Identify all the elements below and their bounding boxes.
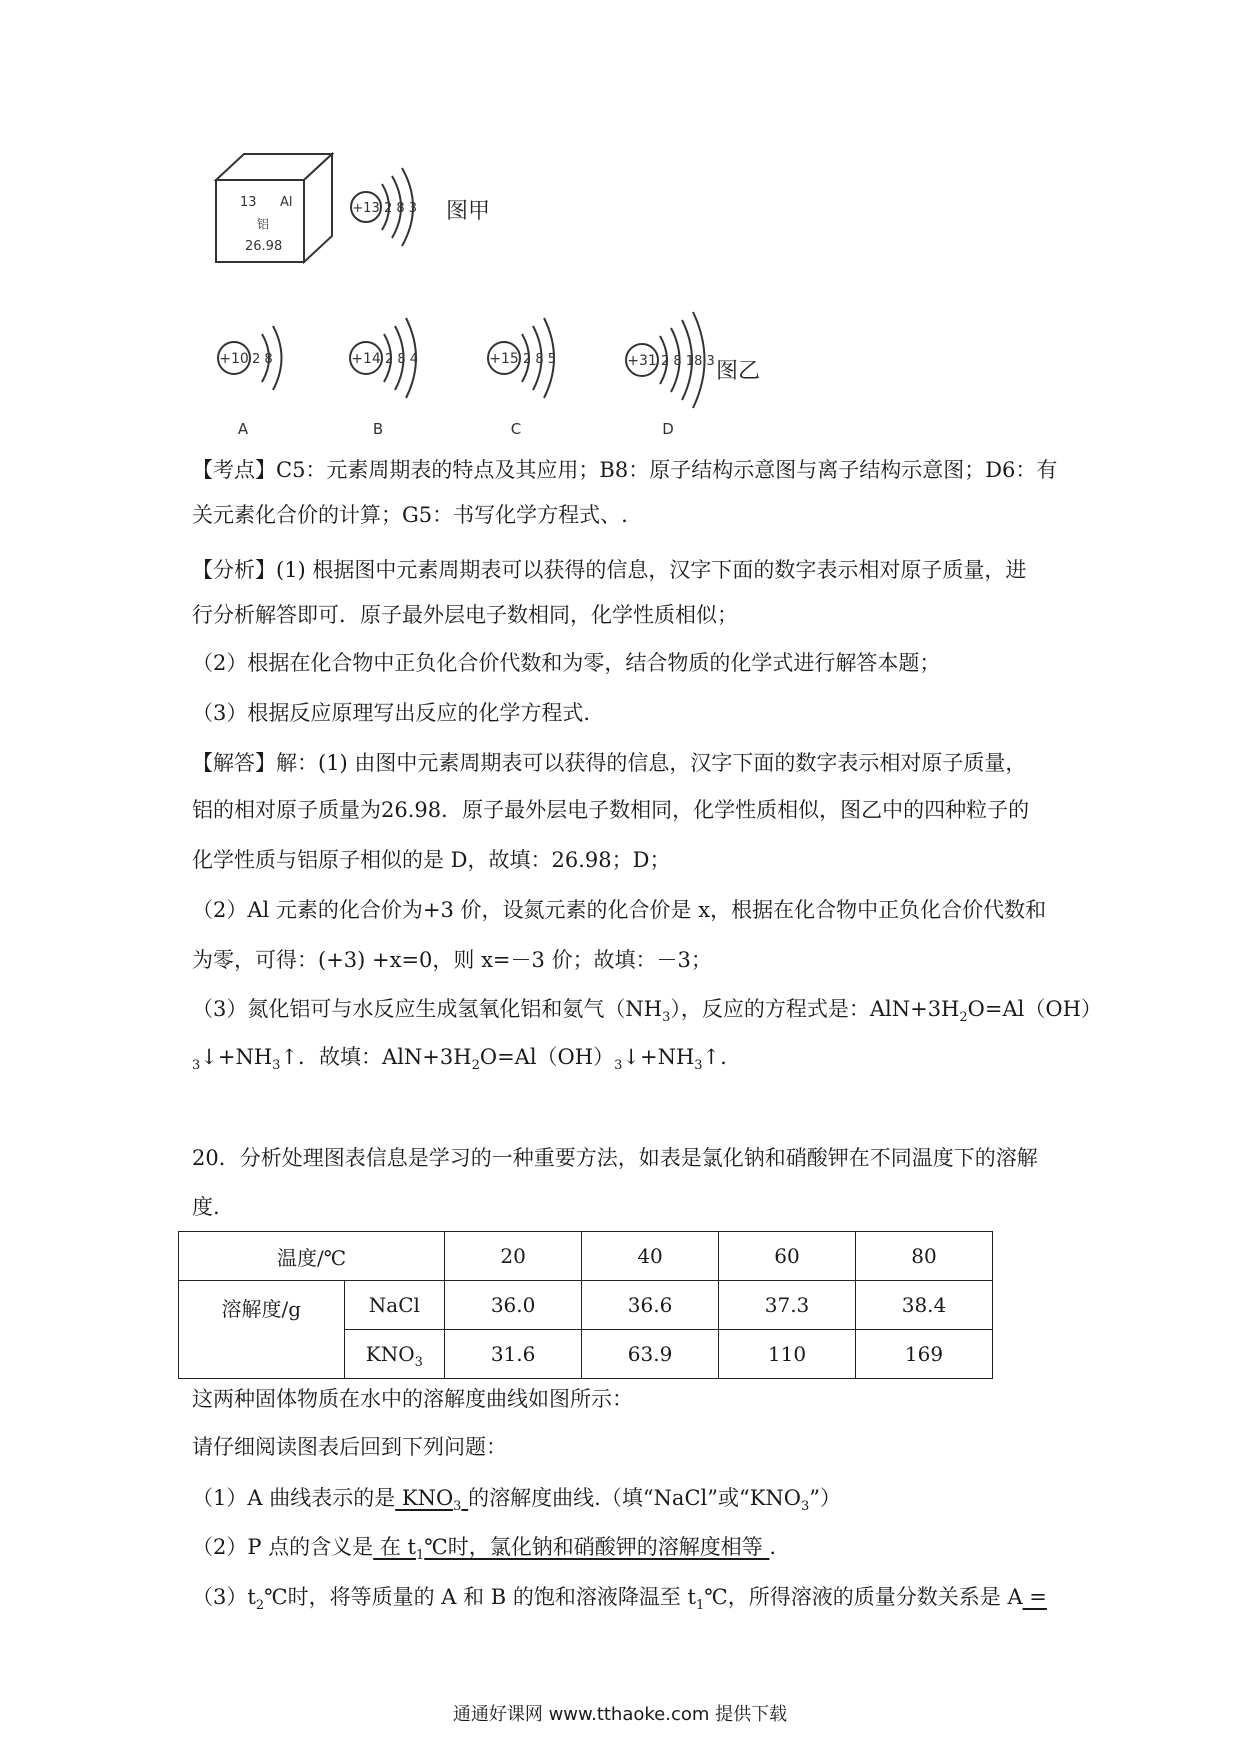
text-run: （3）氮化铝可与水反应生成氢氧化铝和氨气（NH xyxy=(192,997,663,1021)
nucleus-charge: +14 xyxy=(351,351,381,367)
subscript: 1 xyxy=(696,1598,705,1614)
table-row xyxy=(179,1232,993,1281)
subscript: 3 xyxy=(192,1058,201,1074)
text-run: （3）t xyxy=(192,1585,256,1609)
particle-letter: C xyxy=(510,420,522,438)
text-run: （1）A 曲线表示的是 xyxy=(192,1486,396,1510)
particle-letter: D xyxy=(662,420,674,438)
atom-diagram-a xyxy=(218,326,282,438)
jieda-line-2: 铝的相对原子质量为26.98．原子最外层电子数相同，化学性质相似，图乙中的四种粒子的 xyxy=(192,798,1030,822)
question-20-line-1: 20．分析处理图表信息是学习的一种重要方法，如表是氯化钠和硝酸钾在不同温度下的溶解 xyxy=(192,1146,1038,1170)
after-table-line-2: 请仔细阅读图表后回到下列问题： xyxy=(192,1435,507,1459)
table-cell: 80 xyxy=(856,1232,993,1281)
text-run: . xyxy=(769,1535,777,1559)
jieda-line-5: 为零，可得：(+3) +x=0，则 x=－3 价；故填：－3； xyxy=(192,948,712,972)
figure-label-yi: 图乙 xyxy=(716,359,761,384)
text-run: O=Al（OH） xyxy=(479,1045,615,1069)
text-run: 在 t xyxy=(373,1535,416,1559)
nucleus-charge: +15 xyxy=(489,351,519,367)
solubility-table xyxy=(178,1231,993,1379)
table-cell: 38.4 xyxy=(856,1281,993,1330)
sub-question-2 xyxy=(192,1532,776,1562)
jieda-line-6 xyxy=(192,994,1102,1024)
tile-mass: 26.98 xyxy=(245,239,283,254)
tile-name: 铝 xyxy=(257,217,270,231)
table-cell: 40 xyxy=(582,1232,719,1281)
answer-blank xyxy=(373,1535,770,1564)
particle-letter: B xyxy=(372,420,384,438)
sub-question-1 xyxy=(192,1483,841,1513)
kaodian-line-2: 关元素化合价的计算；G5：书写化学方程式、. xyxy=(192,503,628,527)
after-table-line-1: 这两种固体物质在水中的溶解度曲线如图所示： xyxy=(192,1387,633,1411)
subscript: 2 xyxy=(959,1010,968,1026)
table-cell: 63.9 xyxy=(582,1330,719,1379)
text-run: ”） xyxy=(809,1486,842,1510)
element-tile-al xyxy=(216,154,332,262)
table-row xyxy=(179,1281,993,1330)
text-run: ↑. xyxy=(702,1045,727,1069)
subscript: 3 xyxy=(800,1499,810,1515)
text-run: ），反应的方程式是：AlN+3H xyxy=(670,997,960,1021)
tile-symbol: Al xyxy=(280,195,293,210)
nucleus-charge: +13 xyxy=(352,201,380,216)
table-cell: 20 xyxy=(445,1232,582,1281)
subscript: 3 xyxy=(662,1010,671,1026)
table-cell: 169 xyxy=(856,1330,993,1379)
answer-blank xyxy=(395,1486,468,1515)
jieda-line-4: （2）Al 元素的化合价为+3 价，设氮元素的化合价是 x，根据在化合物中正负化合价代数和 xyxy=(192,898,1047,922)
subscript: 2 xyxy=(255,1598,265,1614)
nucleus-charge: +31 xyxy=(627,353,657,369)
table-cell: 36.6 xyxy=(582,1281,719,1330)
fenxi-line-4: （3）根据反应原理写出反应的化学方程式. xyxy=(192,701,591,725)
jieda-line-1: 【解答】解：(1) 由图中元素周期表可以获得的信息，汉字下面的数字表示相对原子质量， xyxy=(192,751,1027,775)
answer-blank: = xyxy=(1022,1585,1047,1609)
table-cell: 60 xyxy=(719,1232,856,1281)
atom-diagram-al xyxy=(351,168,490,246)
text-run: KNO xyxy=(395,1486,454,1510)
shell-electrons: 2 8 3 xyxy=(384,201,418,216)
subscript: 3 xyxy=(694,1058,703,1074)
fenxi-line-2: 行分析解答即可．原子最外层电子数相同，化学性质相似； xyxy=(192,603,738,627)
sub-question-3 xyxy=(192,1582,1047,1612)
subscript: 3 xyxy=(414,1355,423,1370)
text-run: ↓+NH xyxy=(200,1045,273,1069)
table-cell: 37.3 xyxy=(719,1281,856,1330)
fenxi-line-1: 【分析】(1) 根据图中元素周期表可以获得的信息，汉字下面的数字表示相对原子质量，进 xyxy=(192,558,1027,582)
text-run: （2）P 点的含义是 xyxy=(192,1535,374,1559)
subscript: 2 xyxy=(471,1058,480,1074)
table-header-solubility: 溶解度/g xyxy=(179,1281,345,1379)
atom-diagram-c xyxy=(488,318,556,438)
text-run: KNO xyxy=(365,1342,415,1366)
jieda-line-3: 化学性质与铝原子相似的是 D，故填：26.98；D； xyxy=(192,848,671,872)
nucleus-charge: +10 xyxy=(219,351,249,367)
figure-label-jia: 图甲 xyxy=(446,199,491,224)
page-footer: 通通好课网 www.tthaoke.com 提供下载 xyxy=(452,1704,788,1725)
table-cell: 36.0 xyxy=(445,1281,582,1330)
shell-electrons: 2 8 4 xyxy=(385,352,419,367)
text-run: 的溶解度曲线.（填“NaCl”或“KNO xyxy=(468,1486,801,1510)
table-cell: 31.6 xyxy=(445,1330,582,1379)
table-label-kno3 xyxy=(344,1330,445,1379)
subscript: 1 xyxy=(415,1548,425,1564)
subscript: 3 xyxy=(272,1058,281,1074)
text-run: ℃时，将等质量的 A 和 B 的饱和溶液降温至 t xyxy=(264,1585,696,1609)
table-cell: 110 xyxy=(719,1330,856,1379)
kaodian-line-1: 【考点】C5：元素周期表的特点及其应用；B8：原子结构示意图与离子结构示意图；D6：有 xyxy=(192,458,1058,482)
tile-number: 13 xyxy=(240,195,257,210)
jieda-line-7 xyxy=(192,1042,727,1072)
fenxi-line-3: （2）根据在化合物中正负化合价代数和为零，结合物质的化学式进行解答本题； xyxy=(192,651,941,675)
text-run: ↑．故填：AlN+3H xyxy=(280,1045,472,1069)
question-20-line-2: 度. xyxy=(192,1195,220,1219)
shell-electrons: 2 8 18 3 xyxy=(661,354,715,369)
shell-electrons: 2 8 5 xyxy=(523,352,557,367)
text-run: ↓+NH xyxy=(622,1045,695,1069)
particle-letter: A xyxy=(237,420,249,438)
atom-diagram-d xyxy=(626,312,760,438)
figure-area xyxy=(0,0,1240,450)
text-run: ℃时，氯化钠和硝酸钾的溶解度相等 xyxy=(424,1535,770,1559)
shell-electrons: 2 8 xyxy=(252,352,273,367)
atom-diagram-b xyxy=(350,318,418,438)
subscript: 3 xyxy=(453,1499,462,1515)
table-label-nacl: NaCl xyxy=(344,1281,445,1330)
table-header-temp: 温度/℃ xyxy=(179,1232,445,1281)
subscript: 3 xyxy=(614,1058,623,1074)
text-run: O=Al（OH） xyxy=(967,997,1102,1021)
text-run: ℃，所得溶液的质量分数关系是 A xyxy=(704,1585,1023,1609)
